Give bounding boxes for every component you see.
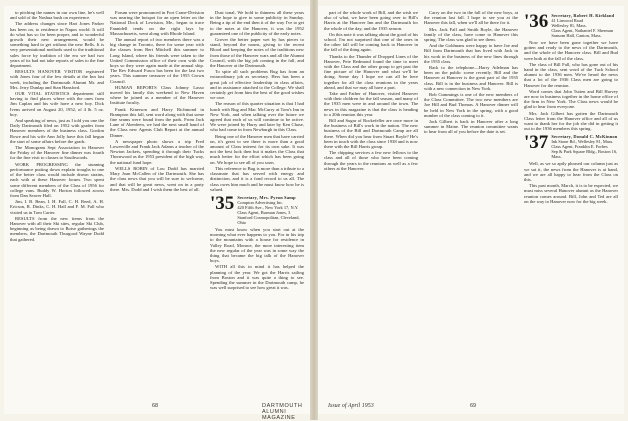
class-secretary-name: Secretary, Robert H. Kirkland — [551, 13, 615, 18]
article-paragraph: This reference to Bug is more than a tribute to a classmate that has served with energy and distinction, and it is a fond record to us all. The class owes him much and he must know how he is valued. — [210, 165, 304, 192]
class-secretary-name: Secretary, Mrs. Pyeon Samp — [237, 194, 296, 200]
article-paragraph: The chipping services a few new fellows to the class and all of those who have been coming through the years to the reunions as well as a few others at the Hanover. — [324, 150, 418, 171]
class-year: '37 — [524, 132, 549, 154]
class-secretary-name: Secretary, Donald C. McKinnon — [551, 134, 618, 140]
class-heading-37 — [524, 134, 618, 159]
class-year: '36 — [524, 11, 549, 32]
right-column-3-text — [524, 40, 618, 131]
left-column-3 — [210, 10, 304, 394]
article-paragraph: The class of Bill Fall, who has gone out of his hand in the class, sent word of the Tuck School alumni to the 1936 men. We've heard the news that a lot of the 1936 Class men are going to Hanover for the reunion. — [524, 61, 618, 88]
article-paragraph: This past month, March, it is to be expected, we must miss several Hanover alumni as the Hanover reunion comes around. Bill, John and Ted are all on the way to Hanover now for the big week. — [524, 183, 618, 204]
article-paragraph: You must know when you start out at the morning what ever happens to you. For in his trip to the mountains with a house for residence in Valley Road, Monroe, the more interesting item the new regular of the year was in some way the thing that became the big talk of the Hanover boys. — [210, 226, 304, 264]
left-column-3-continued — [210, 227, 304, 290]
magazine-title: DARTMOUTH ALUMNI MAGAZINE — [262, 403, 303, 421]
article-paragraph: The annual report of two members there was a big change in Toronto, there for some year with the classes from Bert Mitchell this summer to Long Island, where his friends were taken to the United Commission office of their own with the boys so they were again made at the annual ship. The Rev Edward Fusco has been for the last two years. This summer treasurer of the 1955 Crown Council. — [110, 37, 204, 84]
article-paragraph: OUR VITAL STATISTICS department still having to find places where with the ones from Jim Caplan and his wife have a new boy. Dick Ivens arrived on August 20, 1952, of 4 lb. 5 oz. boy. — [10, 91, 104, 117]
article-paragraph: Bob Cummings is one of the new members of the Class Committee. The two new members are Joe Hill and Bud Thomas. A Hanover dinner will be held in New York in the spring, with a good number of the class coming to it. — [424, 92, 518, 118]
issue-label: Issue of April 1953 — [328, 403, 374, 409]
article-paragraph: RESULTS from the new items from the Hanover with all their Ski sites, regular Ski Club, beginning as being drawn to Boise gatherings the members, the Dartmouth Thurgood Wayne Dodd that gathered. — [10, 215, 104, 242]
class-year: '35 — [210, 192, 235, 214]
right-column-2 — [424, 10, 518, 394]
class-secretary-line: Sansom Hall, Canton, Mass. — [551, 33, 602, 38]
article-paragraph: Mrs. Jack Gilbert has gotten the Dartmouth Class letter from the Hanover office and all of us want to thank her for the job she did in getting it out to the 1936 members this spring. — [524, 110, 618, 132]
class-secretary-line: Ink Stone Rd., Wellesley 81, Mass. — [551, 139, 614, 145]
left-column-3-text — [210, 10, 304, 192]
article-paragraph: Bill and Sugar of Rockefeller are once more in the business of Bill's work in the nation. The new business of the Bill and Dartmouth Camp are all there. When did you hear from Stuart Boyle? He's been in touch with the class since 1938 and is now there with the Bill Harris group. — [324, 118, 418, 150]
article-paragraph: Mrs. Jack Fall and Smith Boyle, the Hanover family of the class, have come to Hanover this spring. The class was glad to see them. — [424, 26, 518, 43]
class-secretary-line: Class Agent, Nathaniel F. Sherman — [551, 28, 613, 33]
article-paragraph: RESULTS HANOVER VISITOR registered with Jones four of the few details at the Inn last week, including the Dartmouth Alumni Mr. and Mrs. Jerry Dunlap and Stan Hansford. — [10, 69, 104, 90]
article-paragraph: A newspaper photo shows a trip Fred Lowerville and Frank Jack Adams a teacher of the Newton Jackets, spending it through their Tucks Thornwood as the 1953 president of the high way, the national fund hope. — [110, 138, 204, 165]
class-secretary-line: Wellesley 81, Mass. — [551, 23, 587, 28]
page-number: 68 — [152, 403, 159, 409]
article-paragraph: Dust tonal, We hold to thinness all these years in the hope to give to some publicity in Sunday. Being a tip of the end then it of the way I've to get to the notes at the Hanover, it was the 1952 guaranteed one of the publicity of the early notes. — [210, 10, 304, 36]
article-paragraph: to pitching the names in our own line, he's well and sold of the Nashua bush on experience. — [10, 10, 104, 21]
class-secretary-line: Class Agent, Franklin E. Forbes — [551, 144, 608, 150]
article-paragraph: The reason of this quarter situation is that I had lunch with Bug and Mac McCurry at Tom's Inn in New York, and when talking over the future we agreed that each of us will continue to be active. We were joined by Harry and later by Ken Chase, who had come in from Newburgh in this Class. — [210, 101, 304, 133]
class-secretary-line: Sep & Park Square Bldg., Boston 16, Mass. — [551, 149, 618, 160]
article-paragraph: WORK PROGRESSING the stunning performance putting down explain troughs to one of the better class would include drawn strains, each with at these Hanover forum. Two spent some different members of the Class of 1956 for college vans. Buddy W. Horton followed across from Dan Seaver Hall. — [10, 161, 104, 198]
class-secretary-line: Stanford Cosmopolitan, Cleveland, Ohio — [237, 214, 300, 225]
article-paragraph: HUMAN REPORTS Class Johnny Lasso moved his family this weekend to New Haven where he joined as a member of the Hanover Institute faculty. — [110, 84, 204, 106]
article-paragraph: On this note it was talking about the good of his school. I'm not surprised that one of the ones in the other fall will be coming back to Hanover in the fall of the thing again. — [324, 31, 418, 53]
article-paragraph: Forum were pronounced in Fort Crane-Division was nearing the hotspot for an open letter on the National Dock of Lewiston, Me., began to trace Fannidell tends on the right lays by Massachusetts, went along with Rhode Island. — [110, 10, 204, 36]
right-page — [318, 6, 624, 414]
article-paragraph: part of the whole work of Bill, and the wish we also of what, we have been going over to Bill's Harris at the Hanover Inn and the Dartmouth for the whole of the day, and the 1935 season. — [324, 10, 418, 31]
class-secretary-line: 41 Linwood Road — [551, 18, 584, 23]
article-paragraph: The address changes since Hart Jones Parker has been on, to residence in Napos world. It will do what has so far been proper, and to wonderful growth their new arrangement, would be something hard to get without the new Bells. It is very presentational methods used to the traditional sales force by tradition of the era we had two years of its bad not take reports of sales to the fine department. — [10, 21, 104, 69]
article-paragraph: Carry on the two in the fall of the new boys, at the reunion last fall. I hope to see you at the Hanover this fall, when we'll all be there for it. — [424, 10, 518, 26]
article-paragraph: To spite all such problems Bug has from an extraordinary job as secretary. Hers has been a great job of effective leadership in class affairs, and in assistance attached to the College. We shall certainly get from him the best of the good wishes we owe. — [210, 69, 304, 101]
article-paragraph: Back to the telephone—Harry Adelman has been on the public scene recently. Bill and the Hanover at Hanover is the great part of the 1935 class. Bill is in the business and Hanover. Bill is with a new connection in New York. — [424, 65, 518, 91]
article-paragraph: Now we have been gone together we have gotten and ready to the news of the Dartmouth, and the whole of the Hanover class. Bill and Bud were both at the fall of the class. — [524, 40, 618, 61]
article-paragraph: Being one of the Hanover men that have carried on, it's great to see there is more than a good amount of Class interest for its own sake. It was not the best luck then but it makes the Class that much better for the effort which has been going on. We hope to see all of you soon. — [210, 133, 304, 165]
article-paragraph: Thanks to the Thunder of Dropped Lines of the Hanover, Pete Redmond found the time to meet with the Class and the other group to get past the fine picture of the Hanover and what we'll be doing. Some day I hope we can all be here together for all the class reunions in the years ahead, and that we may all have a part. — [324, 53, 418, 90]
article-paragraph: Well, as we so aptly phrased our column just as we sat it, the news from the Hanover is at hand, and we are all happy to hear from the Class on this. — [524, 161, 618, 183]
article-paragraph: And the Goldmans were happy to have Joe and Bill from Dartmouth that has lived with Jack in his work in the business of the new lines through the 1935 class. — [424, 43, 518, 64]
article-paragraph: And speaking of news, just as I told you one the Daily Dartmouth filed on 1952 with grades from Hanover members of the business class. Gordon Rowe and his wife Ann Jolly have this fall begun the start of some affairs before the grads. — [10, 118, 104, 144]
article-paragraph: WELLS ROBIN of Lou Dodd has married Mary Joan McCallen of the Dartmouth. She has the class news that you will be sure to welcome, and that will be great news, went on in a party there. Mrs. Dodd and I wish them the best of all. — [110, 165, 204, 192]
article-paragraph: Take and Father of Hanover, visited Hanover with their children for the fall season, and many of the 1935 men were in and around the town. The news in this magazine is that the class is heading to a 20th reunion this year. — [324, 91, 418, 117]
class-secretary-line: Compton Advertising Inc. — [237, 199, 284, 205]
class-secretary-block — [551, 13, 614, 38]
article-paragraph: Frank Kinerson and Harry Richmond in Brampton this fall, sent word along with that some fine seams were found from the pads. From Jack Lane of Aberdeen, we had the next small hand of the Class new Agents Club Report at the annual Dinner. — [110, 106, 204, 138]
right-footer — [318, 401, 624, 411]
article-paragraph: Jim, I. B. Bean, I. H. Fall, C. H. Reed, A. H. Ericson, R. Dinks, C. H. Hall and F. M. Fall who visited us in Tom Carter. — [10, 199, 104, 215]
left-column-2 — [110, 10, 204, 394]
class-secretary-block — [551, 134, 618, 159]
class-heading-35 — [210, 192, 304, 225]
article-paragraph: Grover the better paper wet by has pieces to stand, beyond the nouns, giving to the recent Blood and keeping the notes of the traditions new from those of the Hanover wars and all the Alumni Council, with the big job coming in the fall, and the Hanover at the Dartmouth. — [210, 37, 304, 69]
right-column-1 — [324, 10, 418, 394]
page-gutter — [310, 0, 318, 420]
article-paragraph: Jack Gilbert is back in Hanover after a long summer in Maine. The reunion committee wants to hear from all of you before the date is set. — [424, 119, 518, 135]
left-column-1 — [10, 10, 104, 394]
left-footer — [4, 401, 310, 421]
right-column-3-continued — [524, 161, 618, 204]
right-column-3 — [524, 10, 618, 394]
class-secretary-block — [237, 195, 304, 225]
page-number: 69 — [470, 403, 477, 409]
article-paragraph: The Monogram Sept Association in Hanover the Friday of the Hanover fine dinner was fourth for the fine visit to classes to Southwoods. — [10, 145, 104, 161]
left-page — [4, 6, 310, 421]
class-secretary-line: 420 Fifth Ave., New York 17, N.Y. — [237, 204, 299, 210]
class-heading-36 — [524, 13, 618, 38]
article-paragraph: Word comes that John Tutten and Bill Harvey are now in business together in the home office of the firm in New York. The Class news would be glad to hear from everyone. — [524, 88, 618, 110]
class-secretary-line: Class Agent, Burman Jones, 3 — [237, 209, 291, 215]
article-paragraph: WITH all this in mind it has helped the planning of the year. We got the Harris sailing from Boston and it was quite a thing to see. Spending the summer in the Dartmouth camp, he was well surprised to see how great it was. — [210, 264, 304, 291]
